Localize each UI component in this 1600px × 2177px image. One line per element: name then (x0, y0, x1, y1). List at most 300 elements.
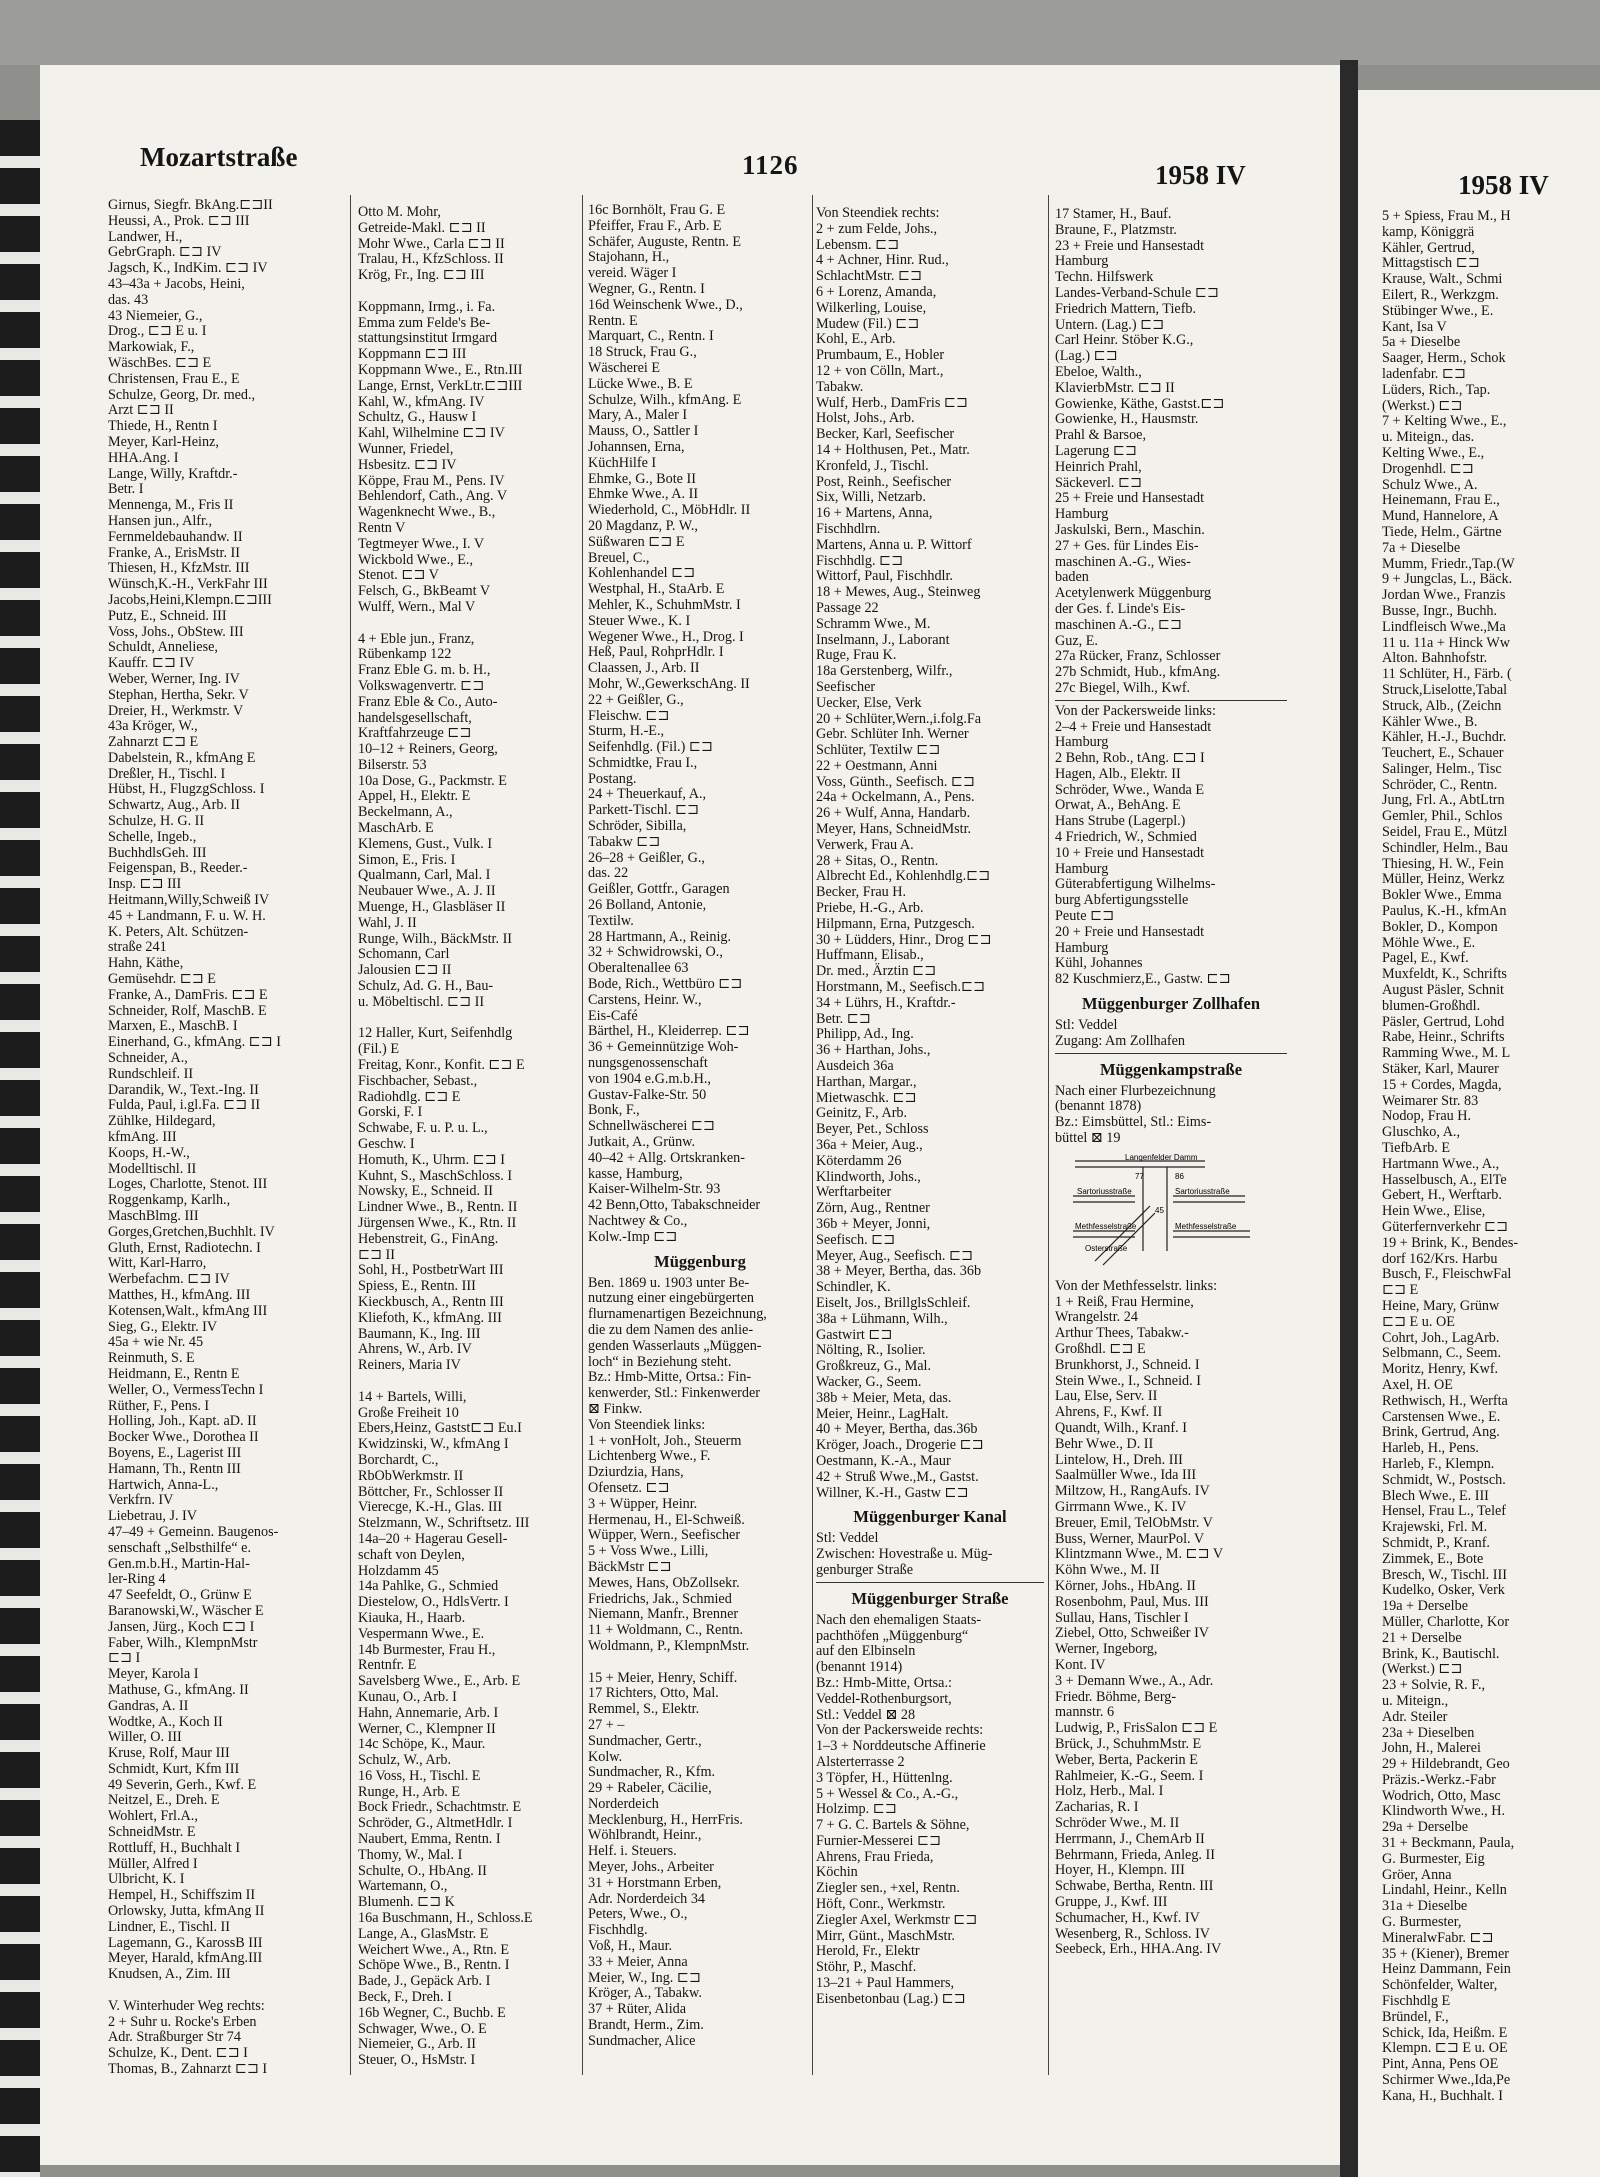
directory-entry-line: Passage 22 (816, 599, 879, 616)
directory-entry-line: Rübenkamp 122 (358, 646, 452, 663)
directory-entry-line: Fulda, Paul, i.gl.Fa. ⊏⊐ II (108, 1097, 261, 1114)
directory-entry-line: ⊏⊐ E u. OE (1382, 1313, 1455, 1330)
directory-entry-line: 17 Richters, Otto, Mal. (588, 1685, 719, 1702)
directory-entry-line: Großhdl. ⊏⊐ E (1055, 1341, 1146, 1358)
directory-entry-line: 49 Severin, Gerh., Kwf. E (108, 1776, 257, 1793)
directory-entry-line: nungsgenossenschaft (588, 1055, 708, 1072)
directory-entry-line: Wegener Wwe., H., Drog. I (588, 628, 744, 645)
directory-entry-line: Ahrens, F., Kwf. II (1055, 1404, 1163, 1421)
directory-entry-line: Gröer, Anna (1382, 1866, 1452, 1883)
directory-entry-line: Gustav-Falke-Str. 50 (588, 1086, 707, 1103)
directory-entry-line: flurnamenartigen Bezeichnung, (588, 1306, 767, 1323)
directory-entry-line: Schulte, O., HbAng. II (358, 1862, 487, 1879)
directory-entry-line: Kelting Wwe., E., (1382, 444, 1485, 461)
directory-entry-line: von 1904 e.G.m.b.H., (588, 1070, 711, 1087)
directory-entry-line: 3 + Demann Wwe., A., Adr. (1055, 1672, 1214, 1689)
directory-entry-line: Hoyer, H., Klempn. III (1055, 1862, 1185, 1879)
directory-entry-line: 23 + Solvie, R. F., (1382, 1677, 1486, 1694)
directory-entry-line: KüchHilfe I (588, 454, 657, 471)
directory-entry-line: Fischhdlg E (1382, 1993, 1451, 2010)
directory-entry-line: BuchhdlsGeh. III (108, 844, 207, 861)
directory-entry-line: Paulus, K.-H., kfmAn (1382, 903, 1507, 920)
directory-entry-line: Freitag, Konr., Konfit. ⊏⊐ E (358, 1057, 525, 1074)
directory-entry-line: Harthan, Margar., (816, 1073, 917, 1090)
directory-entry-line: Weller, O., VermessTechn I (108, 1381, 264, 1398)
directory-entry-line: Herrmann, J., ChemArb II (1055, 1830, 1205, 1847)
directory-entry-line: Runge, Wilh., BäckMstr. II (358, 930, 513, 947)
directory-entry-line: Ziegler sen., +xel, Rentn. (816, 1880, 960, 1897)
directory-entry-line: Kröger, Joach., Drogerie ⊏⊐ (816, 1437, 984, 1454)
directory-entry-line: Schmidt, Kurt, Kfm III (108, 1760, 240, 1777)
directory-entry-line: Präzis.-Werkz.-Fabr (1382, 1771, 1496, 1788)
directory-entry-line: kasse, Hamburg, (588, 1165, 683, 1182)
directory-entry-line: Schröder, Wwe., Wanda E (1055, 781, 1205, 798)
directory-entry-line: Rabe, Heinr., Schrifts (1382, 1029, 1505, 1046)
directory-entry-line: August Päsler, Schnit (1382, 982, 1504, 999)
directory-entry-line: Eiselt, Jos., BrillglsSchleif. (816, 1294, 971, 1311)
directory-entry-line: Bilserstr. 53 (358, 756, 427, 773)
directory-entry-line: Fischhdlg. (588, 1922, 648, 1939)
directory-entry-line: 5 + Spiess, Frau M., H (1382, 209, 1511, 224)
directory-entry-line: Stöhr, P., Maschf. (816, 1959, 917, 1976)
directory-entry-line: Reiners, Maria IV (358, 1357, 461, 1374)
directory-entry-line: Stl.: Veddel ⊠ 28 (816, 1706, 916, 1723)
column-rule (1048, 195, 1049, 2075)
directory-entry-line: 43 Niemeier, G., (108, 307, 203, 324)
directory-entry-line: Thiesing, H. W., Fein (1382, 855, 1504, 872)
directory-entry-line: Roggenkamp, Karlh., (108, 1192, 231, 1209)
directory-entry-line: Schramm Wwe., M. (816, 615, 931, 632)
directory-entry-line: Schwabe, Bertha, Rentn. III (1055, 1878, 1214, 1895)
map-label-house-86: 86 (1175, 1171, 1184, 1181)
directory-entry-line: 14a Pahlke, G., Schmied (358, 1578, 499, 1595)
directory-entry-line: Busch, F., FleischwFal (1382, 1266, 1512, 1283)
directory-entry-line: Darandik, W., Text.-Ing. II (108, 1081, 259, 1098)
directory-entry-line: Otto M. Mohr, (358, 205, 441, 220)
directory-entry-line: Gemler, Phil., Schlos (1382, 808, 1503, 825)
directory-entry-line: Volkswagenvertr. ⊏⊐ (358, 677, 485, 694)
directory-entry-line: 40 + Meyer, Bertha, das.36b (816, 1421, 978, 1438)
directory-entry-line: Holst, Johs., Arb. (816, 410, 915, 427)
directory-entry-line: Möhle Wwe., E. (1382, 934, 1476, 951)
directory-entry-line: dorf 162/Krs. Harbu (1382, 1250, 1498, 1267)
directory-entry-line: Wunner, Friedel, (358, 440, 454, 457)
directory-entry-line: Lau, Else, Serv. II (1055, 1388, 1158, 1405)
directory-entry-line: Lüders, Rich., Tap. (1382, 381, 1491, 398)
directory-entry-line: Blumenh. ⊏⊐ K (358, 1894, 455, 1911)
directory-entry-line: Martens, Anna u. P. Wittorf (816, 536, 972, 553)
directory-entry-line: Bresch, W., Tischl. III (1382, 1566, 1507, 1583)
directory-entry-line: Mauss, O., Sattler I (588, 423, 699, 440)
directory-entry-line: Ludwig, P., FrisSalon ⊏⊐ E (1055, 1720, 1218, 1737)
directory-entry-line: Schulze, K., Dent. ⊏⊐ I (108, 2045, 248, 2062)
directory-entry-line: Jaskulski, Bern., Maschin. (1055, 521, 1205, 538)
directory-entry-line: Kauffr. ⊏⊐ IV (108, 655, 195, 672)
directory-entry-line: Kähler, Gertrud, (1382, 239, 1475, 256)
directory-entry-line: Alton. Bahnhofstr. (1382, 650, 1488, 667)
directory-entry-line: Pint, Anna, Pens OE (1382, 2056, 1499, 2073)
directory-entry-line: Schröder, G., AltmetHdlr. I (358, 1815, 513, 1832)
directory-entry-line: 12 + von Cölln, Mart., (816, 362, 944, 379)
street-section-heading: Müggenburger Zollhafen (1082, 994, 1260, 1014)
directory-entry-line: Gorges,Gretchen,Buchhlt. IV (108, 1223, 275, 1240)
directory-entry-line: Thiesen, H., KfzMstr. III (108, 560, 250, 577)
directory-entry-line: Fischhdlrn. (816, 520, 881, 537)
directory-entry-line: handelsgesellschaft, (358, 709, 472, 726)
directory-entry-line: Kudelko, Osker, Verk (1382, 1582, 1505, 1599)
directory-entry-line: Hahn, Käthe, (108, 955, 184, 972)
directory-entry-line: 45 + Landmann, F. u. W. H. (108, 907, 266, 924)
directory-entry-line: 21 + Derselbe (1382, 1629, 1462, 1646)
directory-entry-line: Mewes, Hans, ObZollsekr. (588, 1574, 740, 1591)
directory-entry-line: Geinitz, F., Arb. (816, 1105, 908, 1122)
directory-entry-line: Kiauka, H., Haarb. (358, 1609, 466, 1626)
directory-entry-line: Runge, H., Arb. E (358, 1783, 461, 1800)
directory-entry-line: 11 + Woldmann, C., Rentn. (588, 1622, 744, 1639)
directory-entry-line: 14c Schöpe, K., Maur. (358, 1736, 486, 1753)
directory-entry-line: Schulz, Ad. G. H., Bau- (358, 978, 494, 995)
map-label-osterstrasse: Osterstraße (1085, 1243, 1128, 1253)
directory-entry-line: 36a + Meier, Aug., (816, 1137, 923, 1154)
directory-entry-line: 2 + zum Felde, Johs., (816, 220, 938, 237)
directory-entry-line: Wartemann, O., (358, 1878, 448, 1895)
directory-entry-line: Tralau, H., KfzSchloss. II (358, 251, 504, 268)
column-rule (350, 195, 351, 2075)
directory-entry-line: Neubauer Wwe., A. J. II (358, 883, 496, 900)
directory-entry-line: Niemeier, G., Arb. II (358, 2036, 477, 2053)
directory-entry-line: 1 + vonHolt, Joh., Steuerm (588, 1432, 742, 1449)
directory-entry-line: Inselmann, J., Laborant (816, 631, 950, 648)
directory-entry-line: 28 + Sitas, O., Rentn. (816, 852, 939, 869)
directory-entry-line: 29 + Hildebrandt, Geo (1382, 1756, 1510, 1773)
directory-entry-line: Fernmeldebauhandw. II (108, 528, 243, 545)
directory-entry-line: Seefischer (816, 678, 876, 695)
directory-entry-line: Krög, Fr., Ing. ⊏⊐ III (358, 267, 485, 284)
directory-entry-line: Mennenga, M., Fris II (108, 497, 234, 514)
directory-entry-line: Kröger, A., Tabakw. (588, 1985, 702, 2002)
directory-entry-line: Kronfeld, J., Tischl. (816, 457, 929, 474)
directory-entry-line: 16d Weinschenk Wwe., D., (588, 296, 743, 313)
directory-entry-line: kenwerder, Stl.: Finkenwerder (588, 1385, 760, 1402)
directory-entry-line: Gorski, F. I (358, 1104, 423, 1121)
directory-entry-line: Hagen, Alb., Elektr. II (1055, 765, 1181, 782)
directory-entry-line: Christensen, Frau E., E (108, 370, 240, 387)
directory-entry-line: Schulz Wwe., A. (1382, 476, 1478, 493)
street-section-heading: Müggenburger Kanal (853, 1507, 1007, 1527)
directory-entry-line: Schulze, Wilh., kfmAng. E (588, 391, 742, 408)
directory-entry-line: Wodtke, A., Koch II (108, 1713, 223, 1730)
directory-entry-line: Wahl, J. II (358, 914, 417, 931)
directory-entry-line: Stl: Veddel (816, 1530, 879, 1547)
directory-entry-line: Appel, H., Elektr. E (358, 788, 471, 805)
directory-entry-line: Von der Packersweide links: (1055, 702, 1216, 719)
directory-entry-line: Kolw. (588, 1748, 623, 1765)
directory-entry-line: SchlachtMstr. ⊏⊐ (816, 268, 922, 285)
directory-entry-line: 35 + (Kiener), Bremer (1382, 1945, 1509, 1962)
directory-entry-line: Techn. Hilfswerk (1055, 269, 1154, 286)
directory-entry-line: 15 + Cordes, Magda, (1382, 1076, 1502, 1093)
directory-entry-line: Bz.: Hmb-Mitte, Ortsa.: (816, 1674, 952, 1691)
directory-entry-line: Behr Wwe., D. II (1055, 1435, 1154, 1452)
directory-entry-line: Wittorf, Paul, Fischhdlr. (816, 568, 953, 585)
directory-entry-line: Furnier-Messerei ⊏⊐ (816, 1832, 941, 1849)
directory-entry-line: Sullau, Hans, Tischler I (1055, 1609, 1189, 1626)
directory-entry-line: Meyer, Harald, kfmAng.III (108, 1950, 263, 1967)
directory-entry-line: Hilpmann, Erna, Putzgesch. (816, 915, 975, 932)
directory-entry-line: MaschArb. E (358, 820, 434, 837)
directory-entry-line: Bz.: Hmb-Mitte, Ortsa.: Fin- (588, 1369, 752, 1386)
directory-entry-line: 27a Rücker, Franz, Schlosser (1055, 648, 1221, 665)
directory-entry-line: Schäfer, Auguste, Rentn. E (588, 233, 742, 250)
directory-entry-line: Seifenhdlg. (Fil.) ⊏⊐ (588, 739, 713, 756)
directory-entry-line: Bokler, D., Kompon (1382, 918, 1498, 935)
directory-entry-line: Säckeverl. ⊏⊐ (1055, 474, 1143, 491)
directory-entry-line: 4 + Achner, Hinr. Rud., (816, 252, 949, 269)
directory-entry-line: Brandt, Herm., Zim. (588, 2017, 704, 2034)
directory-entry-line: Borchardt, C., (358, 1451, 439, 1468)
directory-entry-line: Beyer, Pet., Schloss (816, 1121, 929, 1138)
directory-entry-line: 14 + Bartels, Willi, (358, 1388, 467, 1405)
directory-entry-line: 29 + Rabeler, Cäcilie, (588, 1780, 712, 1797)
directory-entry-line: Liebetrau, J. IV (108, 1508, 198, 1525)
directory-entry-line: Wäscherei E (588, 359, 661, 376)
directory-entry-line: Gowienke, H., Hausmstr. (1055, 411, 1199, 428)
directory-entry-line: Tabakw ⊏⊐ (588, 833, 661, 850)
directory-entry-line: Franz Eble G. m. b. H., (358, 662, 491, 679)
directory-entry-line: Heß, Paul, RohprHdlr. I (588, 644, 724, 661)
directory-entry-line: Pfeiffer, Frau F., Arb. E (588, 217, 722, 234)
directory-entry-line: John, H., Malerei (1382, 1740, 1481, 1757)
directory-entry-line: Breuel, C., (588, 549, 650, 566)
directory-entry-line: Voss, Günth., Seefisch. ⊏⊐ (816, 773, 975, 790)
directory-entry-line: Rosenbohm, Paul, Mus. III (1055, 1593, 1209, 1610)
directory-entry-line: Fischhdlg. ⊏⊐ (816, 552, 904, 569)
directory-entry-line: Kuhnt, S., MaschSchloss. I (358, 1167, 513, 1184)
directory-entry-line: Kwidzinski, W., kfmAng I (358, 1436, 509, 1453)
directory-entry-line: Saager, Herm., Schok (1382, 350, 1506, 367)
directory-entry-line: Brunkhorst, J., Schneid. I (1055, 1356, 1200, 1373)
directory-entry-line: TiefbArb. E (1382, 1140, 1451, 1157)
directory-entry-line: 4 Friedrich, W., Schmied (1055, 829, 1197, 846)
directory-entry-line: Mumm, Friedr.,Tap.(W (1382, 555, 1515, 572)
directory-entry-line: Zacharias, R. I (1055, 1799, 1139, 1816)
directory-entry-line: 12 Haller, Kurt, Seifenhdlg (358, 1025, 513, 1042)
directory-entry-line: Savelsberg Wwe., E., Arb. E (358, 1673, 521, 1690)
directory-entry-line: 7 + G. C. Bartels & Söhne, (816, 1817, 970, 1834)
directory-entry-line: Hasselbusch, A., ElTe (1382, 1171, 1507, 1188)
directory-entry-line: Hebenstreit, G., FinAng. (358, 1230, 499, 1247)
directory-entry-line: Heitmann,Willy,Schweiß IV (108, 892, 270, 909)
directory-entry-line: Putz, E., Schneid. III (108, 607, 227, 624)
directory-entry-line: 22 + Geißler, G., (588, 691, 684, 708)
directory-entry-line: Zahnarzt ⊏⊐ E (108, 734, 199, 751)
directory-entry-line: Franz Eble & Co., Auto- (358, 693, 498, 710)
directory-entry-line: Schultz, G., Hausw I (358, 409, 477, 426)
directory-entry-line: Meyer, Karl-Heinz, (108, 433, 219, 450)
directory-entry-line: genburger Straße (816, 1561, 914, 1578)
directory-entry-line: Wüpper, Wern., Seefischer (588, 1527, 741, 1544)
directory-entry-line: ⊏⊐ E (1382, 1282, 1419, 1299)
directory-entry-line: Felsch, G., BkBeamt V (358, 583, 491, 600)
directory-entry-line: Zwischen: Hovestraße u. Müg- (816, 1546, 993, 1563)
directory-entry-line: 14a–20 + Hagerau Gesell- (358, 1530, 508, 1547)
directory-entry-line: 27c Biegel, Wilh., Kwf. (1055, 679, 1191, 696)
directory-entry-line: Dabelstein, R., kfmAng E (108, 749, 256, 766)
directory-entry-line: 18 Struck, Frau G., (588, 344, 697, 361)
directory-entry-line: Harleb, F., Klempn. (1382, 1455, 1495, 1472)
directory-entry-line: 42 Benn,Otto, Tabakschneider (588, 1197, 761, 1214)
directory-entry-line: Stein Wwe., I., Schneid. I (1055, 1372, 1201, 1389)
directory-entry-line: (Werkst.) ⊏⊐ (1382, 397, 1463, 414)
binding-edge (0, 120, 40, 2177)
directory-entry-line: Koppmann ⊏⊐ III (358, 346, 467, 363)
directory-entry-line: Ziebel, Otto, Schweißer IV (1055, 1625, 1210, 1642)
directory-entry-line: Kana, H., Buchhalt. I (1382, 2087, 1503, 2104)
directory-entry-line: Weichert Wwe., A., Rtn. E (358, 1941, 510, 1958)
directory-entry-line: Voß, H., Maur. (588, 1938, 673, 1955)
directory-entry-line: Ausdeich 36a (816, 1058, 894, 1075)
directory-entry-line: Salinger, Helm., Tisc (1382, 760, 1502, 777)
directory-entry-line: Kraftfahrzeuge ⊏⊐ (358, 725, 472, 742)
directory-entry-line: Philipp, Ad., Ing. (816, 1026, 914, 1043)
directory-entry-line: Gluschko, A., (1382, 1124, 1461, 1141)
directory-column-5 (1055, 207, 1287, 2107)
directory-entry-line: Rentnfr. E (358, 1657, 417, 1674)
directory-entry-line: Müller, Alfred I (108, 1855, 198, 1872)
directory-entry-line: Körner, Johs., HbAng. II (1055, 1577, 1196, 1594)
directory-entry-line: Eisenbetonbau (Lag.) ⊏⊐ (816, 1990, 966, 2007)
directory-entry-line: Verkfrn. IV (108, 1492, 174, 1509)
street-section-heading: Müggenburg (654, 1251, 746, 1271)
directory-entry-line: Gebr. Schlüter Inh. Werner (816, 726, 969, 743)
directory-entry-line (358, 1011, 584, 1027)
directory-entry-line: 17 Stamer, H., Bauf. (1055, 207, 1172, 222)
directory-entry-line: Müller, Charlotte, Kor (1382, 1613, 1510, 1630)
directory-entry-line: Markowiak, F., (108, 339, 195, 356)
directory-entry-line: Orwat, A., BehAng. E (1055, 797, 1181, 814)
directory-entry-line: G. Burmester, Eig (1382, 1850, 1485, 1867)
directory-entry-line: Becker, Frau H. (816, 884, 907, 901)
directory-entry-line: K. Peters, Alt. Schützen- (108, 923, 249, 940)
directory-entry-line: 30 + Lüdders, Hinr., Drog ⊏⊐ (816, 931, 992, 948)
directory-entry-line: 14b Burmester, Frau H., (358, 1641, 496, 1658)
directory-entry-line: Schröder Wwe., M. II (1055, 1814, 1180, 1831)
directory-entry-line: 38b + Meier, Meta, das. (816, 1389, 952, 1406)
osterstrasse-line (1103, 1213, 1155, 1265)
directory-entry-line: SchneidMstr. E (108, 1824, 196, 1841)
directory-entry-line: 1 + Reiß, Frau Hermine, (1055, 1293, 1194, 1310)
directory-entry-line: Acetylenwerk Müggenburg (1055, 585, 1212, 602)
directory-entry-line: BäckMstr ⊏⊐ (588, 1558, 672, 1575)
directory-entry-line: 37 + Rüter, Alida (588, 2001, 687, 2018)
directory-entry-line: 5 + Voss Wwe., Lilli, (588, 1543, 709, 1560)
directory-entry-line: Lindner Wwe., B., Rentn. II (358, 1199, 518, 1216)
directory-entry-line: Hensel, Frau L., Telef (1382, 1503, 1507, 1520)
directory-entry-line: 36b + Meyer, Jonni, (816, 1216, 931, 1232)
directory-entry-line: Wünsch,K.-H., VerkFahr III (108, 576, 268, 593)
directory-entry-line: Köchin (816, 1864, 858, 1881)
directory-entry-line: 11 Schlüter, H., Färb. ( (1382, 666, 1512, 683)
directory-entry-line: Arzt ⊏⊐ II (108, 402, 174, 419)
directory-entry-line: Mudew (Fil.) ⊏⊐ (816, 315, 920, 332)
directory-entry-line: Modelltischl. II (108, 1160, 197, 1177)
directory-entry-line: G. Burmester, (1382, 1914, 1462, 1931)
directory-entry-line: 3 Töpfer, H., Hüttenlng. (816, 1769, 953, 1786)
directory-entry-line: Meier, W., Ing. ⊏⊐ (588, 1969, 701, 1986)
directory-entry-line: Schulze, H. G. II (108, 813, 205, 830)
directory-entry-line: ⊏⊐ II (358, 1246, 396, 1263)
directory-entry-line: 28 Hartmann, A., Reinig. (588, 928, 732, 945)
directory-entry-line: ⊏⊐ I (108, 1650, 141, 1667)
street-map-sketch (1055, 1151, 1255, 1271)
directory-entry-line: Carstensen Wwe., E. (1382, 1408, 1501, 1425)
directory-entry-line: Gruppe, J., Kwf. III (1055, 1893, 1168, 1910)
directory-entry-line: Wesenberg, R., Schloss. IV (1055, 1925, 1211, 1942)
directory-entry-line: Sieg, G., Elektr. IV (108, 1318, 218, 1335)
directory-entry-line: Pagel, E., Kwf. (1382, 950, 1469, 967)
directory-entry-line: 36 + Gemeinnützige Woh- (588, 1039, 739, 1056)
directory-entry-line: Ziegler Axel, Werkmstr ⊏⊐ (816, 1911, 978, 1928)
directory-entry-line: Cohrt, Joh., LagArb. (1382, 1329, 1500, 1346)
directory-entry-line: Rottluff, H., Buchhalt I (108, 1839, 241, 1856)
directory-entry-line: Hamburg (1055, 506, 1109, 523)
directory-entry-line: Gastwirt ⊏⊐ (816, 1326, 893, 1343)
directory-entry-line: maschinen A.-G., ⊏⊐ (1055, 616, 1182, 633)
directory-entry-line: 27 + Ges. für Lindes Eis- (1055, 537, 1199, 554)
street-section-heading: Müggenburger Straße (851, 1588, 1009, 1608)
directory-entry-line: Fleischw. ⊏⊐ (588, 707, 670, 724)
directory-entry-line: Schirmer Wwe.,Ida,Pe (1382, 2072, 1511, 2089)
directory-entry-line: Heinz Dammann, Fein (1382, 1961, 1511, 1978)
directory-entry-line: Landwer, H., (108, 228, 183, 245)
section-divider (1055, 1053, 1287, 1054)
directory-entry-line: maschinen A.-G., Wies- (1055, 553, 1191, 570)
directory-entry-line: Emma zum Felde's Be- (358, 314, 491, 331)
directory-entry-line: 9 + Jungclas, L., Bäck. (1382, 571, 1513, 588)
directory-entry-line: Willner, K.-H., Gastw ⊏⊐ (816, 1484, 969, 1501)
page-number: 1126 (742, 150, 799, 180)
directory-entry-line: Lindahl, Heinr., Kelln (1382, 1882, 1507, 1899)
directory-entry-line: Nach einer Flurbezeichnung (1055, 1082, 1216, 1099)
directory-entry-line: Jagsch, K., IndKim. ⊏⊐ IV (108, 260, 268, 277)
directory-entry-line: Norderdeich (588, 1795, 659, 1812)
directory-entry-line: Mary, A., Maler I (588, 407, 688, 424)
directory-entry-line: Mecklenburg, H., HerrFris. (588, 1811, 743, 1828)
directory-entry-line: Heinemann, Frau E., (1382, 492, 1500, 509)
directory-entry-line: Diestelow, O., HdlsVertr. I (358, 1594, 509, 1611)
directory-entry-line: Müller, Heinz, Werkz (1382, 871, 1505, 888)
directory-entry-line: Gluth, Ernst, Radiotechn. I (108, 1239, 261, 1256)
directory-entry-line: Klindworth, Johs., (816, 1168, 921, 1185)
directory-entry-line: Stl: Veddel (1055, 1017, 1118, 1034)
directory-entry-line: 18a Gerstenberg, Wilfr., (816, 663, 953, 680)
directory-entry-line: Zühlke, Hildegard, (108, 1113, 216, 1130)
directory-entry-line: Brück, J., SchuhmMstr. E (1055, 1735, 1202, 1752)
directory-entry-line: 20 + Freie und Hansestadt (1055, 923, 1205, 940)
directory-entry-line: Guz, E. (1055, 632, 1098, 649)
directory-entry-line: Carstens, Heinr. W., (588, 991, 702, 1008)
directory-entry-line: Marxen, E., MaschB. I (108, 1018, 238, 1035)
directory-entry-line: Beckelmann, A., (358, 804, 453, 821)
directory-entry-line: Untern. (Lag.) ⊏⊐ (1055, 316, 1165, 333)
directory-entry-line: Rüther, F., Pens. I (108, 1397, 210, 1414)
directory-entry-line: Köppe, Frau M., Pens. IV (358, 472, 505, 489)
directory-entry-line: Bründel, F., (1382, 2008, 1449, 2025)
directory-entry-line: 3 + Wüpper, Heinr. (588, 1495, 698, 1512)
directory-entry-line: 32 + Schwidrowski, O., (588, 944, 723, 961)
directory-entry-line: 31a + Dieselbe (1382, 1898, 1468, 1915)
directory-entry-line: 31 + Horstmann Erben, (588, 1874, 722, 1891)
